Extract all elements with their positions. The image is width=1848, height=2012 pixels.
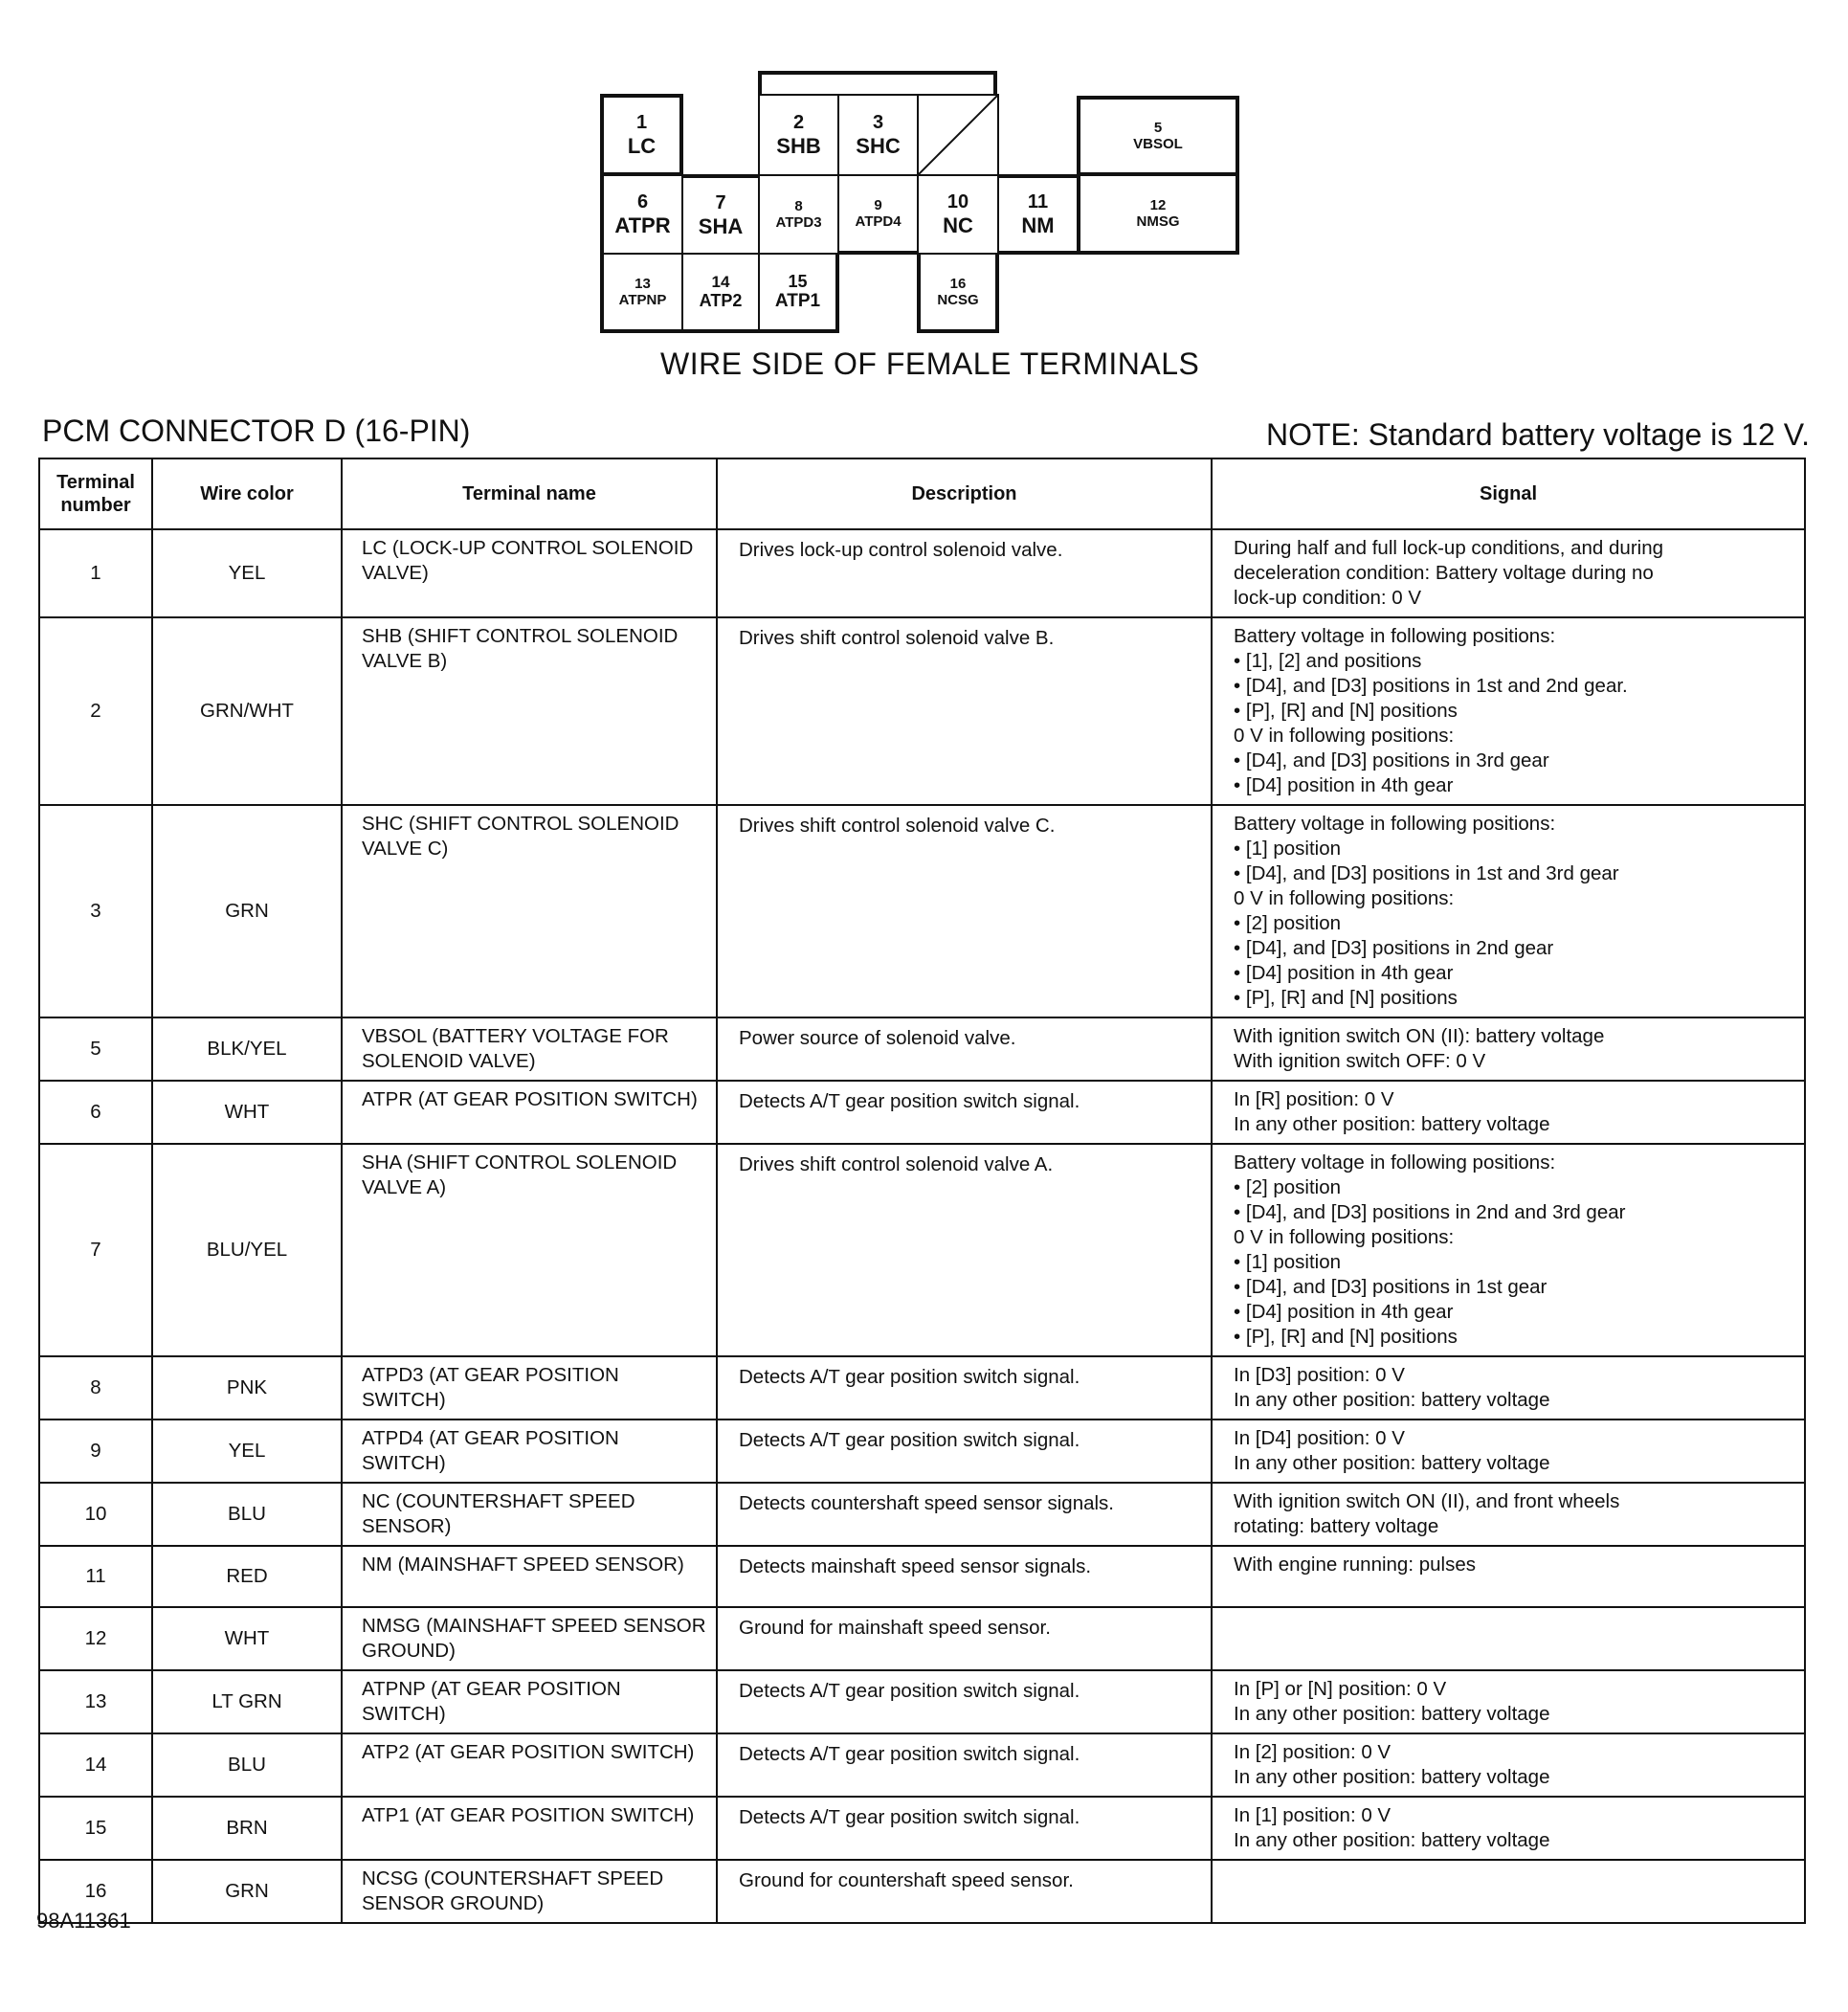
pin-3 — [837, 94, 919, 176]
terminal-name-cell: ATP2 (AT GEAR POSITION SWITCH) — [342, 1733, 717, 1797]
page-title: PCM CONNECTOR D (16-PIN) — [42, 414, 471, 448]
pin-16 — [917, 253, 999, 333]
terminal-number-cell: 7 — [39, 1144, 152, 1356]
description-cell: Detects A/T gear position switch signal. — [717, 1733, 1212, 1797]
table-row — [39, 529, 1805, 617]
pin-label: ATPNP — [618, 292, 667, 308]
pin-number: 14 — [711, 272, 730, 291]
description-cell: Detects A/T gear position switch signal. — [717, 1797, 1212, 1860]
table-row — [39, 1860, 1805, 1923]
header-wire-color: Wire color — [152, 458, 342, 529]
terminal-name-cell: SHC (SHIFT CONTROL SOLENOID VALVE C) — [342, 805, 717, 1017]
connector-diagram — [600, 71, 1251, 348]
pin-label: NMSG — [1136, 213, 1180, 230]
description-cell: Ground for countershaft speed sensor. — [717, 1860, 1212, 1923]
signal-line: • [P], [R] and [N] positions — [1234, 700, 1458, 722]
table-row — [39, 1797, 1805, 1860]
signal-line: lock-up condition: 0 V — [1234, 587, 1422, 609]
pin-9 — [837, 174, 919, 255]
connector-caption: WIRE SIDE OF FEMALE TERMINALS — [660, 347, 1200, 381]
wire-color-cell: GRN — [152, 805, 342, 1017]
wire-color-cell: PNK — [152, 1356, 342, 1420]
terminal-number-cell: 3 — [39, 805, 152, 1017]
signal-line: • [D4], and [D3] positions in 2nd gear — [1234, 937, 1554, 959]
table-row — [39, 1420, 1805, 1483]
table-row — [39, 1733, 1805, 1797]
terminal-name-cell: LC (LOCK-UP CONTROL SOLENOID VALVE) — [342, 529, 717, 617]
terminal-number-cell: 5 — [39, 1017, 152, 1081]
pin-number: 16 — [949, 275, 967, 292]
table-row — [39, 1017, 1805, 1081]
pin-4-unused — [917, 94, 999, 176]
pin-1 — [600, 94, 683, 176]
signal-line: In any other position: battery voltage — [1234, 1389, 1550, 1411]
signal-line: • [1] position — [1234, 838, 1342, 860]
wire-color-cell: YEL — [152, 529, 342, 617]
pin-number: 1 — [635, 111, 648, 133]
pin-7 — [681, 174, 760, 255]
description-cell: Detects A/T gear position switch signal. — [717, 1356, 1212, 1420]
wire-color-cell: BLK/YEL — [152, 1017, 342, 1081]
signal-line: 0 V in following positions: — [1234, 1226, 1455, 1248]
table-row — [39, 1546, 1805, 1607]
table-row — [39, 805, 1805, 1017]
description-cell: Ground for mainshaft speed sensor. — [717, 1607, 1212, 1670]
terminal-name-cell: VBSOL (BATTERY VOLTAGE FOR SOLENOID VALVE) — [342, 1017, 717, 1081]
pin-number: 12 — [1149, 196, 1167, 213]
pin-2 — [758, 94, 839, 176]
signal-line: 0 V in following positions: — [1234, 725, 1455, 747]
pin-number: 6 — [636, 190, 649, 212]
signal-line: In any other position: battery voltage — [1234, 1703, 1550, 1725]
terminal-name-cell: NCSG (COUNTERSHAFT SPEED SENSOR GROUND) — [342, 1860, 717, 1923]
signal-line: 0 V in following positions: — [1234, 887, 1455, 909]
pin-label: SHC — [856, 133, 901, 158]
signal-line: In [D3] position: 0 V — [1234, 1364, 1405, 1386]
header-description: Description — [717, 458, 1212, 529]
description-cell: Drives shift control solenoid valve B. — [717, 617, 1212, 805]
signal-line: deceleration condition: Battery voltage during no — [1234, 562, 1654, 584]
signal-cell — [1212, 1546, 1805, 1607]
terminal-number-cell: 11 — [39, 1546, 152, 1607]
signal-cell — [1212, 805, 1805, 1017]
signal-cell — [1212, 1797, 1805, 1860]
signal-cell — [1212, 1420, 1805, 1483]
description-cell: Detects A/T gear position switch signal. — [717, 1081, 1212, 1144]
signal-line: • [D4] position in 4th gear — [1234, 962, 1454, 984]
table-row — [39, 617, 1805, 805]
terminal-number-cell: 9 — [39, 1420, 152, 1483]
signal-line: Battery voltage in following positions: — [1234, 625, 1556, 647]
wire-color-cell: WHT — [152, 1081, 342, 1144]
terminal-number-cell: 1 — [39, 529, 152, 617]
terminal-name-cell: ATPR (AT GEAR POSITION SWITCH) — [342, 1081, 717, 1144]
terminal-number-cell: 2 — [39, 617, 152, 805]
terminal-name-cell: NM (MAINSHAFT SPEED SENSOR) — [342, 1546, 717, 1607]
signal-line: • [D4], and [D3] positions in 1st gear — [1234, 1276, 1547, 1298]
pin-number: 7 — [715, 191, 726, 213]
wire-color-cell: BLU — [152, 1483, 342, 1546]
terminal-number-cell: 16 — [39, 1860, 152, 1923]
header-terminal-number: Terminal number — [39, 458, 152, 529]
pin-13 — [600, 253, 683, 333]
signal-line: In [P] or [N] position: 0 V — [1234, 1678, 1447, 1700]
terminal-number-cell: 13 — [39, 1670, 152, 1733]
terminal-table — [38, 458, 1806, 1924]
wire-color-cell: BRN — [152, 1797, 342, 1860]
signal-line: With engine running: pulses — [1234, 1554, 1476, 1576]
pin-6 — [600, 174, 683, 255]
signal-line: In [R] position: 0 V — [1234, 1088, 1394, 1110]
voltage-note: NOTE: Standard battery voltage is 12 V. — [1265, 417, 1810, 452]
signal-line: • [1], [2] and positions — [1234, 650, 1422, 672]
signal-line: In any other position: battery voltage — [1234, 1113, 1550, 1135]
terminal-name-cell: NMSG (MAINSHAFT SPEED SENSOR GROUND) — [342, 1607, 717, 1670]
signal-line: In [1] position: 0 V — [1234, 1804, 1392, 1826]
terminal-name-cell: ATPD3 (AT GEAR POSITION SWITCH) — [342, 1356, 717, 1420]
pin-number: 9 — [874, 196, 882, 213]
signal-cell — [1212, 1356, 1805, 1420]
signal-line: • [D4], and [D3] positions in 1st and 3rd gear — [1234, 862, 1619, 884]
pin-8 — [758, 174, 839, 255]
wire-color-cell: BLU — [152, 1733, 342, 1797]
wire-color-cell: YEL — [152, 1420, 342, 1483]
signal-cell — [1212, 1733, 1805, 1797]
pin-number: 3 — [872, 111, 884, 133]
wire-color-cell: LT GRN — [152, 1670, 342, 1733]
wire-color-cell: WHT — [152, 1607, 342, 1670]
pin-number: 11 — [1027, 190, 1049, 212]
signal-cell — [1212, 529, 1805, 617]
blank-cavity-icon — [919, 96, 997, 174]
pin-14 — [681, 253, 760, 333]
pin-10 — [917, 174, 999, 255]
description-cell: Detects countershaft speed sensor signals. — [717, 1483, 1212, 1546]
figure-code: 98A11361 — [36, 1909, 131, 1933]
description-cell: Drives shift control solenoid valve A. — [717, 1144, 1212, 1356]
terminal-number-cell: 15 — [39, 1797, 152, 1860]
signal-line: • [D4], and [D3] positions in 2nd and 3rd gear — [1234, 1201, 1626, 1223]
terminal-number-cell: 14 — [39, 1733, 152, 1797]
pin-label: ATPR — [614, 212, 671, 237]
signal-cell — [1212, 617, 1805, 805]
table-row — [39, 1483, 1805, 1546]
signal-line: • [D4] position in 4th gear — [1234, 1301, 1454, 1323]
signal-line: • [P], [R] and [N] positions — [1234, 987, 1458, 1009]
table-row — [39, 1356, 1805, 1420]
table-row — [39, 1670, 1805, 1733]
terminal-name-cell: NC (COUNTERSHAFT SPEED SENSOR) — [342, 1483, 717, 1546]
signal-cell — [1212, 1483, 1805, 1546]
signal-line: During half and full lock-up conditions, and during — [1234, 537, 1663, 559]
terminal-name-cell: ATP1 (AT GEAR POSITION SWITCH) — [342, 1797, 717, 1860]
signal-cell — [1212, 1017, 1805, 1081]
pin-label: ATPD3 — [775, 214, 822, 231]
pin-label: NCSG — [937, 292, 979, 308]
header-terminal-name: Terminal name — [342, 458, 717, 529]
signal-line: In any other position: battery voltage — [1234, 1829, 1550, 1851]
signal-line: • [D4] position in 4th gear — [1234, 774, 1454, 796]
pin-12 — [1077, 174, 1239, 255]
terminal-number-cell: 10 — [39, 1483, 152, 1546]
table-row — [39, 1607, 1805, 1670]
wire-color-cell: GRN — [152, 1860, 342, 1923]
signal-cell — [1212, 1144, 1805, 1356]
signal-line: • [1] position — [1234, 1251, 1342, 1273]
signal-cell — [1212, 1670, 1805, 1733]
terminal-number-cell: 12 — [39, 1607, 152, 1670]
terminal-name-cell: ATPNP (AT GEAR POSITION SWITCH) — [342, 1670, 717, 1733]
description-cell: Drives lock-up control solenoid valve. — [717, 529, 1212, 617]
table-body — [39, 529, 1805, 1923]
description-cell: Detects mainshaft speed sensor signals. — [717, 1546, 1212, 1607]
signal-line: With ignition switch OFF: 0 V — [1234, 1050, 1486, 1072]
pin-11 — [997, 174, 1079, 255]
pin-label: NC — [943, 212, 973, 237]
terminal-name-cell: ATPD4 (AT GEAR POSITION SWITCH) — [342, 1420, 717, 1483]
wire-color-cell: GRN/WHT — [152, 617, 342, 805]
description-cell: Power source of solenoid valve. — [717, 1017, 1212, 1081]
pin-number: 13 — [635, 275, 651, 292]
wire-color-cell: RED — [152, 1546, 342, 1607]
pin-number: 8 — [794, 197, 803, 214]
signal-line: • [2] position — [1234, 912, 1342, 934]
pin-5 — [1077, 96, 1239, 176]
pin-label: ATP2 — [699, 291, 743, 311]
signal-line: Battery voltage in following positions: — [1234, 813, 1556, 835]
description-cell: Detects A/T gear position switch signal. — [717, 1670, 1212, 1733]
signal-line: In [2] position: 0 V — [1234, 1741, 1392, 1763]
pin-label: ATP1 — [774, 291, 821, 312]
pin-label: VBSOL — [1133, 136, 1183, 152]
pin-number: 10 — [946, 190, 969, 212]
signal-line: With ignition switch ON (II), and front wheels — [1234, 1490, 1620, 1512]
table-header-row — [39, 458, 1805, 529]
signal-line: In [D4] position: 0 V — [1234, 1427, 1405, 1449]
terminal-number-cell: 6 — [39, 1081, 152, 1144]
signal-line: In any other position: battery voltage — [1234, 1766, 1550, 1788]
signal-line: Battery voltage in following positions: — [1234, 1151, 1556, 1174]
description-cell: Drives shift control solenoid valve C. — [717, 805, 1212, 1017]
pin-label: ATPD4 — [855, 213, 902, 230]
signal-line: • [D4], and [D3] positions in 1st and 2nd gear. — [1234, 675, 1628, 697]
signal-cell — [1212, 1081, 1805, 1144]
signal-line: With ignition switch ON (II): battery voltage — [1234, 1025, 1605, 1047]
table-row — [39, 1144, 1805, 1356]
header-signal: Signal — [1212, 458, 1805, 529]
signal-cell — [1212, 1607, 1805, 1670]
signal-line: • [D4], and [D3] positions in 3rd gear — [1234, 749, 1549, 771]
wire-color-cell: BLU/YEL — [152, 1144, 342, 1356]
pin-number: 5 — [1153, 119, 1163, 136]
pin-label: NM — [1021, 212, 1055, 237]
signal-line: • [2] position — [1234, 1176, 1342, 1198]
signal-cell — [1212, 1860, 1805, 1923]
table-row — [39, 1081, 1805, 1144]
description-cell: Detects A/T gear position switch signal. — [717, 1420, 1212, 1483]
terminal-name-cell: SHA (SHIFT CONTROL SOLENOID VALVE A) — [342, 1144, 717, 1356]
pin-label: SHB — [776, 133, 821, 158]
terminal-number-cell: 8 — [39, 1356, 152, 1420]
connector-latch — [758, 71, 997, 96]
signal-line: rotating: battery voltage — [1234, 1515, 1439, 1537]
pin-15 — [758, 253, 839, 333]
signal-line: • [P], [R] and [N] positions — [1234, 1326, 1458, 1348]
pin-number: 15 — [788, 271, 808, 291]
pin-label: LC — [627, 133, 657, 158]
terminal-name-cell: SHB (SHIFT CONTROL SOLENOID VALVE B) — [342, 617, 717, 805]
pin-label: SHA — [698, 213, 744, 238]
signal-line: In any other position: battery voltage — [1234, 1452, 1550, 1474]
pin-number: 2 — [792, 111, 805, 133]
